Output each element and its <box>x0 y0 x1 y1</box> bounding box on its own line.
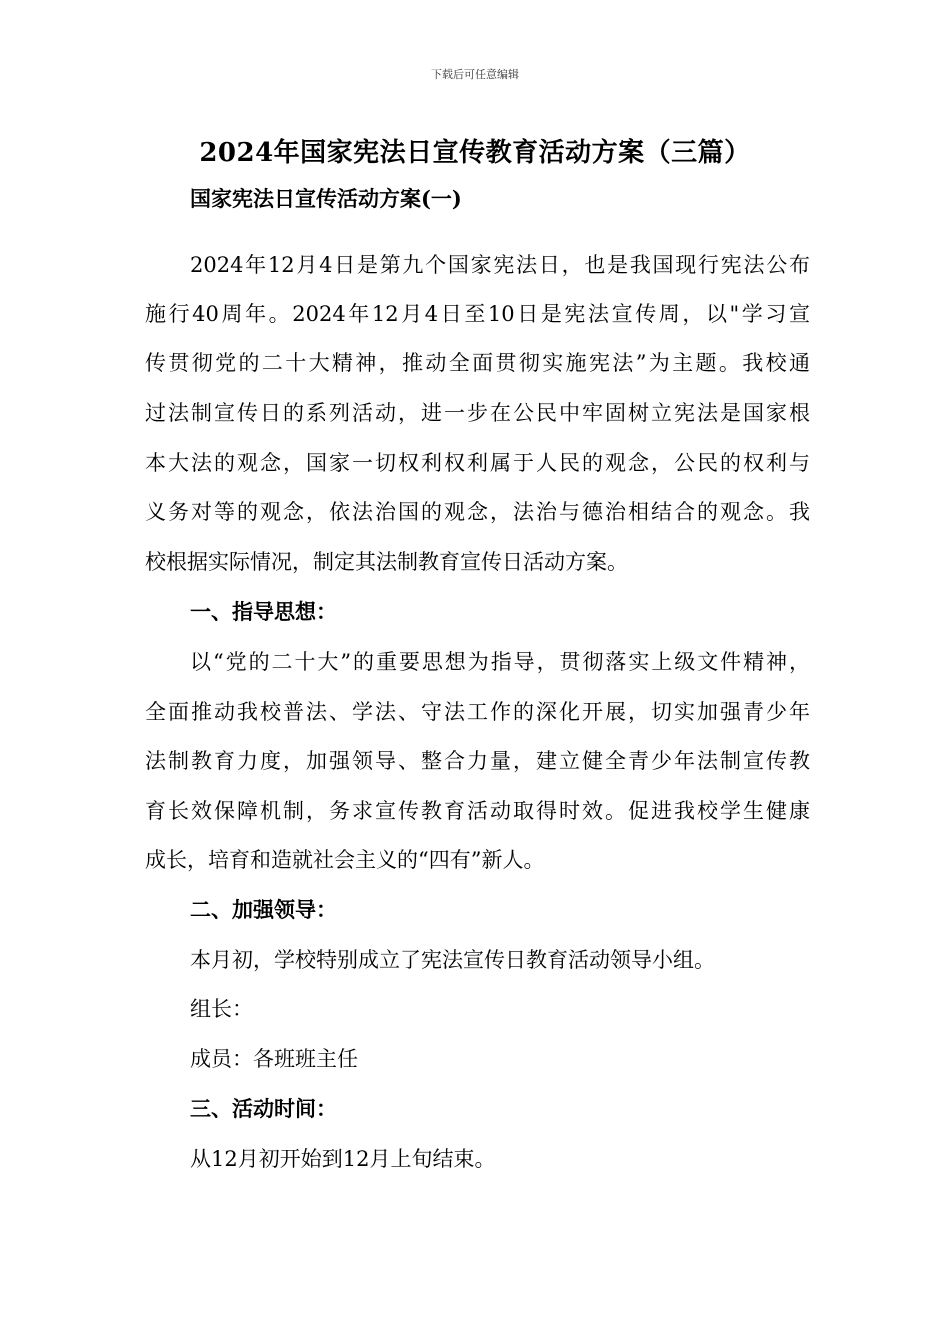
paragraph-line: 成长，培育和造就社会主义的“四有”新人。 <box>145 848 545 872</box>
document-title: 2024年国家宪法日宣传教育活动方案（三篇） <box>199 138 751 168</box>
section-subtitle: 国家宪法日宣传活动方案(一) <box>190 186 462 211</box>
paragraph-line: 以“党的二十大”的重要思想为指导，贯彻落实上级文件精神， <box>190 650 810 674</box>
section-heading-activity-time: 三、活动时间： <box>190 1096 337 1121</box>
paragraph-line: 义务对等的观念，依法治国的观念，法治与德治相结合的观念。我 <box>145 500 810 524</box>
header-note: 下载后可任意编辑 <box>431 68 519 81</box>
paragraph-line: 法制教育力度，加强领导、整合力量，建立健全青少年法制宣传教 <box>145 749 810 773</box>
paragraph-line: 过法制宣传日的系列活动，进一步在公民中牢固树立宪法是国家根 <box>145 401 810 425</box>
paragraph-line: 施行40周年。2024年12月4日至10日是宪法宣传周，以"学习宣 <box>145 302 810 326</box>
paragraph-line: 传贯彻党的二十大精神，推动全面贯彻实施宪法”为主题。我校通 <box>145 351 810 375</box>
group-members-line: 成员：各班班主任 <box>190 1047 358 1071</box>
paragraph-line: 育长效保障机制，务求宣传教育活动取得时效。促进我校学生健康 <box>145 799 810 823</box>
paragraph-line: 全面推动我校普法、学法、守法工作的深化开展，切实加强青少年 <box>145 700 810 724</box>
paragraph-line: 校根据实际情况，制定其法制教育宣传日活动方案。 <box>145 550 628 574</box>
paragraph-line: 本月初，学校特别成立了宪法宣传日教育活动领导小组。 <box>190 948 715 972</box>
paragraph-line: 从12月初开始到12月上旬结束。 <box>190 1147 496 1171</box>
paragraph-line: 2024年12月4日是第九个国家宪法日，也是我国现行宪法公布 <box>190 253 810 277</box>
paragraph-line: 本大法的观念，国家一切权利权利属于人民的观念，公民的权利与 <box>145 451 810 475</box>
group-leader-line: 组长： <box>190 997 253 1021</box>
section-heading-guiding-ideology: 一、指导思想： <box>190 599 337 624</box>
section-heading-leadership: 二、加强领导： <box>190 897 337 922</box>
